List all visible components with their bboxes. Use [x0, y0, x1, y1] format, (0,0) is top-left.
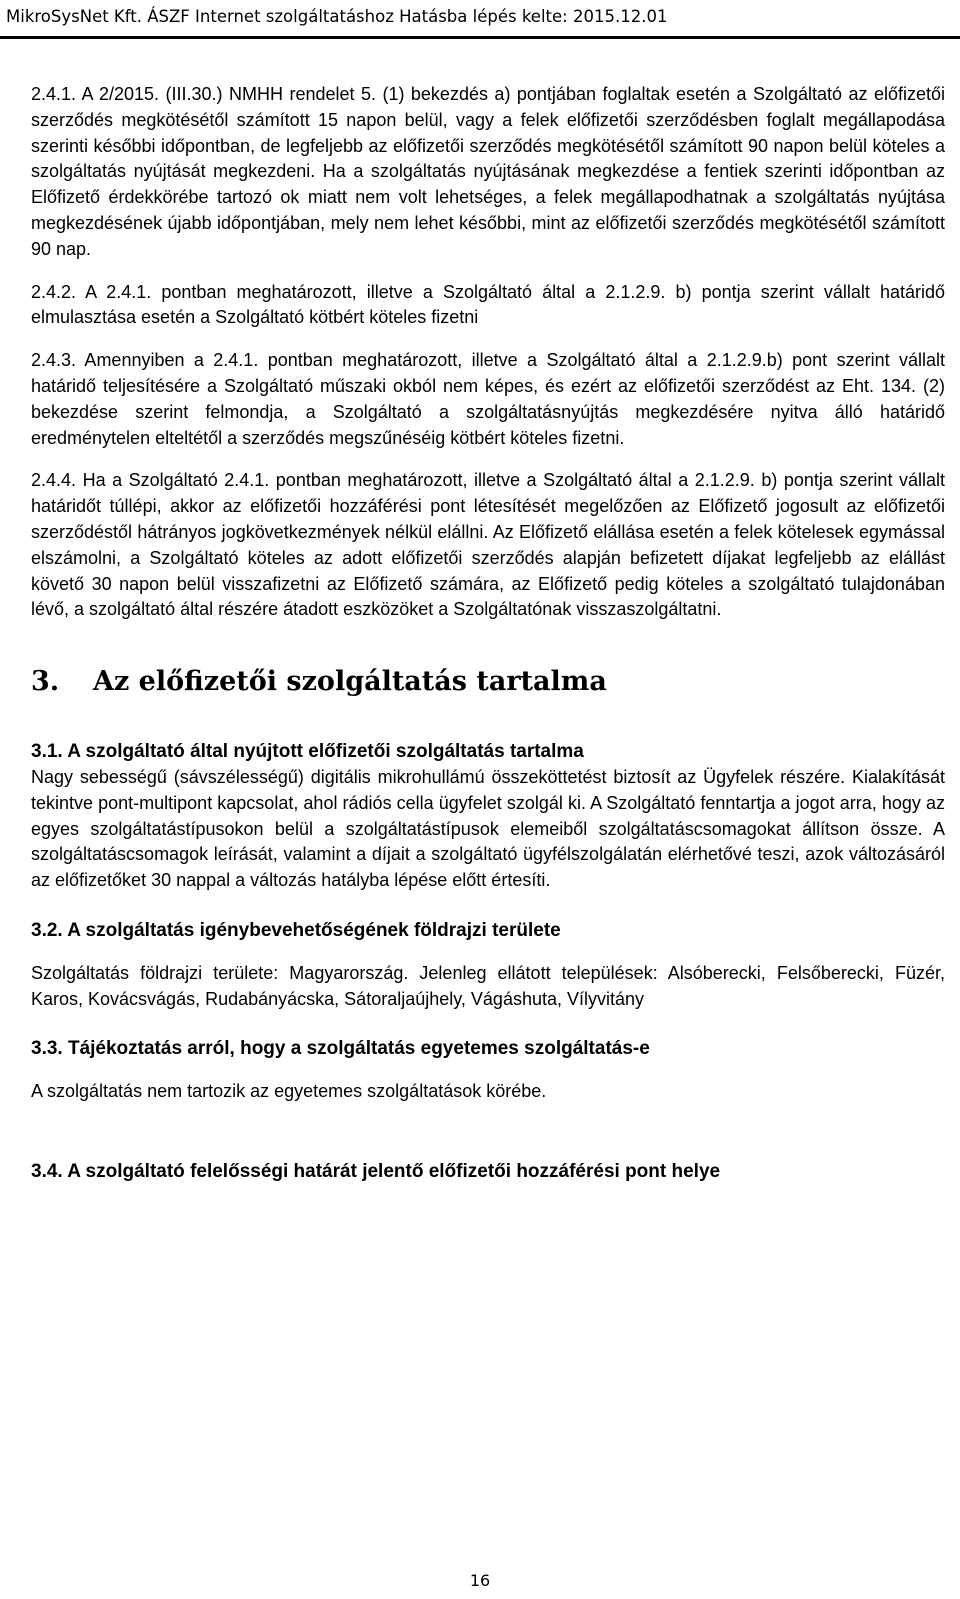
section-3-heading: [31, 665, 945, 699]
paragraph-2-4-2: 2.4.2. A 2.4.1. pontban meghatározott, illetve a Szolgáltató által a 2.1.2.9. b) pontja szerint vállalt határidő elmulasztása esetén a Szolgáltató kötbért köteles fizetni: [31, 281, 945, 328]
section-3-1-body: Nagy sebességű (sávszélességű) digitális mikrohullámú összeköttetést biztosít az Ügyfelek részére. Kialakítását tekintve pont-multipont kapcsolat, ahol rádiós cella ügyfelet szolgál ki. A Szolgáltató fenntartja a jogot arra, hogy az egyes szolgáltatástípusokon belül a szolgáltatástípusok elemeiből szolgáltatáscsomagokat állítson össze. A szolgáltatáscsomagok leírását, valamint a díjait a szolgáltató ügyfélszolgálatán elérhetővé teszi, azok változásáról az előfizetőket 30 nappal a változás hatályba lépése előtt értesíti.: [31, 766, 945, 891]
page-number: 16: [469, 1571, 491, 1590]
header-rule: [0, 36, 960, 39]
section-3-title: Az előfizetői szolgáltatás tartalma: [93, 666, 607, 698]
section-3-4-heading: 3.4. A szolgáltató felelősségi határát jelentő előfizetői hozzáférési pont helye: [31, 1160, 721, 1182]
paragraph-2-4-3: 2.4.3. Amennyiben a 2.4.1. pontban meghatározott, illetve a Szolgáltató által a 2.1.2.9.b) pont szerint vállalt határidő teljesítésére a Szolgáltató műszaki okból nem képes, és ezért az előfizetői szerződést az Eht. 134. (2) bekezdése szerint felmondja, a Szolgáltató a szolgáltatásnyújtás megkezdésére nyitva álló határidő eredménytelen elteltétől a szerződés megszűnéséig kötbért köteles fizetni.: [31, 350, 945, 448]
section-3-number: 3.: [31, 666, 60, 698]
paragraph-2-4-4: 2.4.4. Ha a Szolgáltató 2.4.1. pontban meghatározott, illetve a Szolgáltató által a 2.1.2.9. b) pontja szerint vállalt határidőt túllépi, akkor az előfizetői hozzáférési pont létesítését megelőzően az Előfizető jogosult az előfizetői szerződéstől hátrányos jogkövetkezmények nélkül elállni. Az Előfizető elállása esetén a felek kötelesek egymással elszámolni, a Szolgáltató köteles az adott előfizetői szerződés alapján befizetett díjakat legfeljebb az elállást követő 30 napon belül visszafizetni az Előfizető számára, az Előfizető pedig köteles a szolgáltató tulajdonában lévő, a szolgáltató által részére átadott eszközöket a Szolgáltatónak visszaszolgáltatni.: [31, 470, 945, 620]
section-3-1-heading: 3.1. A szolgáltató által nyújtott előfizetői szolgáltatás tartalma: [31, 741, 584, 763]
section-3-3-body: A szolgáltatás nem tartozik az egyetemes szolgáltatások körébe.: [31, 1081, 547, 1102]
paragraph-2-4-1: 2.4.1. A 2/2015. (III.30.) NMHH rendelet 5. (1) bekezdés a) pontjában foglaltak esetén a Szolgáltató az előfizetői szerződés megkötésétől számított 15 napon belül, vagy a felek előfizetői szerződésben foglalt megállapodása szerinti későbbi időpontban, de legfeljebb az előfizetői szerződés megkötésétől számított 90 napon belül köteles a szolgáltatás nyújtását megkezdeni. Ha a szolgáltatás nyújtásának megkezdése a fentiek szerinti időpontban az Előfizető érdekkörébe tartozó ok miatt nem volt lehetséges, a felek megállapodhatnak a szolgáltatás nyújtása megkezdésének újabb időpontjában, mely nem lehet későbbi, mint az előfizetői szerződés megkötésétől számított 90 nap.: [31, 84, 945, 259]
page-header: MikroSysNet Kft. ÁSZF Internet szolgáltatáshoz Hatásba lépés kelte: 2015.12.01: [6, 7, 668, 26]
section-3-3-heading: 3.3. Tájékoztatás arról, hogy a szolgáltatás egyetemes szolgáltatás-e: [31, 1038, 650, 1060]
document-body: [31, 82, 945, 1185]
section-3-2-body: Szolgáltatás földrajzi területe: Magyarország. Jelenleg ellátott települések: Alsóberecki, Felsőberecki, Füzér, Karos, Kovácsvágás, Rudabányácska, Sátoraljaújhely, Vágáshuta, Vílyvitány: [31, 962, 945, 1009]
section-3-2-heading: 3.2. A szolgáltatás igénybevehetőségének földrajzi területe: [31, 919, 561, 941]
